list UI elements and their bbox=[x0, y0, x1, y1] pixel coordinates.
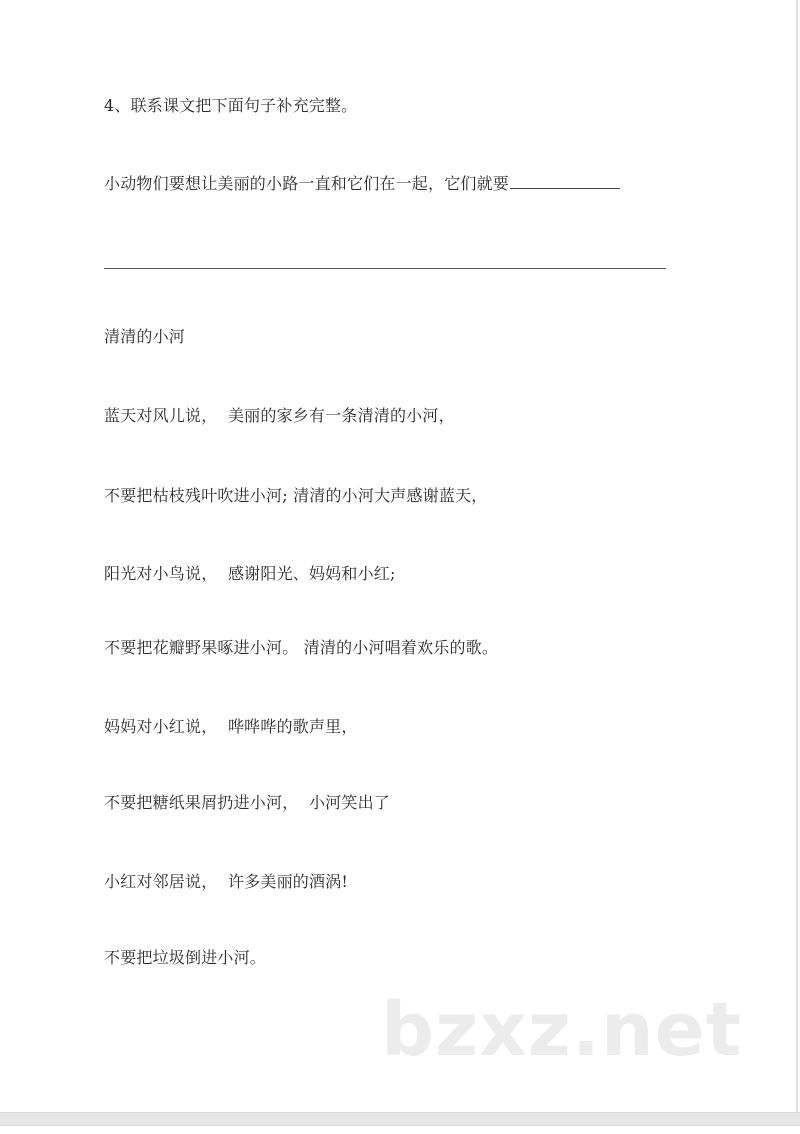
poem-line: 不要把垃圾倒进小河。 bbox=[104, 948, 267, 967]
poem-line: 小红对邻居说， 许多美丽的酒涡! bbox=[104, 872, 349, 891]
poem-line: 不要把糖纸果屑扔进小河， 小河笑出了 bbox=[104, 793, 390, 812]
poem-line: 妈妈对小红说， 哗哗哗的歌声里， bbox=[104, 717, 358, 736]
poem-line: 蓝天对风儿说， 美丽的家乡有一条清清的小河， bbox=[104, 406, 455, 425]
answer-blank-inline bbox=[510, 172, 620, 189]
poem-line: 阳光对小鸟说， 感谢阳光、妈妈和小红; bbox=[104, 564, 396, 583]
sentence-prefix: 小动物们要想让美丽的小路一直和它们在一起，它们就要 bbox=[104, 174, 510, 193]
poem-title: 清清的小河 bbox=[104, 327, 186, 346]
watermark: bzxz.net bbox=[381, 987, 743, 1073]
poem-line: 不要把枯枝残叶吹进小河; 清清的小河大声感谢蓝天， bbox=[104, 486, 488, 505]
fill-in-sentence bbox=[104, 172, 620, 194]
poem-line: 不要把花瓣野果啄进小河。 清清的小河唱着欢乐的歌。 bbox=[104, 638, 499, 657]
question-title: 4、联系课文把下面句子补充完整。 bbox=[104, 96, 358, 115]
page-separator bbox=[0, 1112, 800, 1126]
next-page-edge bbox=[0, 1126, 800, 1134]
answer-blank-line bbox=[104, 268, 666, 269]
